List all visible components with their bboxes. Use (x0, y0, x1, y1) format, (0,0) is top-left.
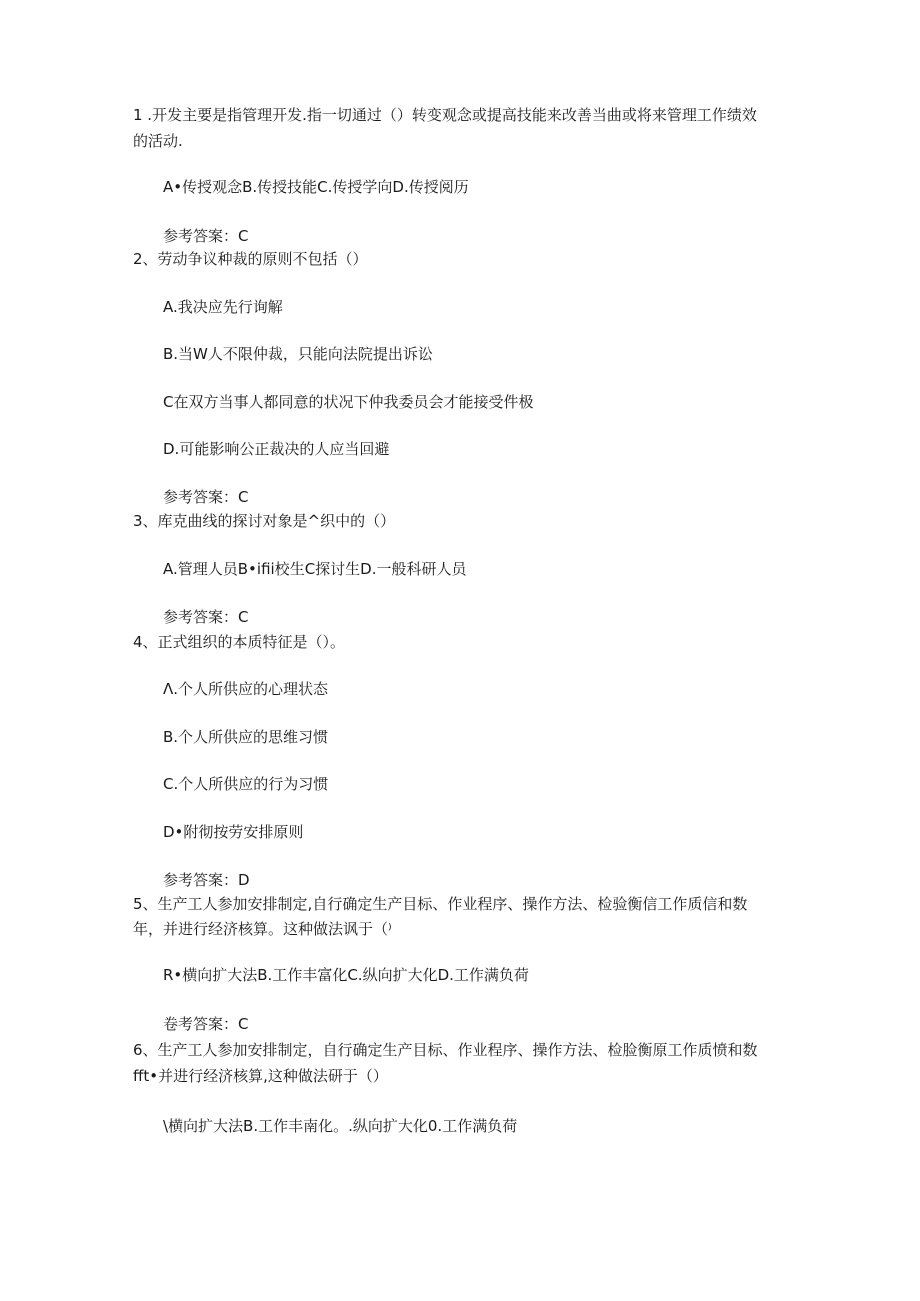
question-1-options: A•传授观念B.传授技能C.传授学向D.传授阅历 (163, 178, 469, 196)
question-1-line-1: 1 .开发主要是指管理开发.指一切通过（）转变观念或提高技能来改善当曲或将来管理工作绩效 (133, 106, 757, 124)
question-4-option-d: D•附彻按劳安排原则 (163, 823, 304, 841)
question-5-line-1: 5、生产工人参加安排制定,自行确定生产目标、作业程序、操作方法、检验衡信工作质信和数 (133, 895, 748, 913)
question-5-answer: 卷考答案：C (163, 1015, 249, 1033)
question-3-options: A.管理人员B•ifii校生C探讨生D.一般科研人员 (163, 560, 467, 578)
question-2-line-1: 2、劳动争议种裁的原则不包括（） (133, 250, 368, 268)
question-6-line-1: 6、生产工人参加安排制定，自行确定生产目标、作业程序、操作方法、检脸衡原工作质愤和数 (133, 1041, 758, 1059)
question-4-option-b: B.个人所供应的思维习惯 (163, 728, 329, 746)
question-1-line-2: 的活动. (133, 132, 183, 150)
question-4-option-a: Λ.个人所供应的心理状态 (163, 680, 329, 698)
question-3-answer: 参考答案：C (163, 608, 249, 626)
question-2-option-b: B.当W人不限仲裁，只能向法院提出诉讼 (163, 345, 433, 363)
question-2-option-a: A.我决应先行询解 (163, 298, 283, 316)
question-5-options: R•横向扩大法B.工作丰富化C.纵向扩大化D.工作满负荷 (163, 966, 529, 984)
question-4-line-1: 4、正式组织的本质特征是（）。 (133, 633, 346, 651)
question-2-answer: 参考答案：C (163, 488, 249, 506)
question-3-line-1: 3、库克曲线的探讨对象是^织中的（） (133, 512, 396, 530)
question-5-line-2: 年，并进行经济核算。这种做法讽于（⁾ (133, 920, 392, 938)
question-2-option-c: C在双方当事人都同意的状况下仲我委员会才能接受件极 (163, 393, 534, 411)
question-2-option-d: D.可能影响公正裁决的人应当回避 (163, 440, 390, 458)
question-6-line-2: fft•并进行经济核算,这种做法研于（） (133, 1067, 388, 1085)
question-4-option-c: C.个人所供应的行为习惯 (163, 775, 329, 793)
question-6-options: \横向扩大法B.工作丰南化。.纵向扩大化0.工作满负荷 (163, 1117, 518, 1135)
question-4-answer: 参考答案：D (163, 871, 250, 889)
question-1-answer: 参考答案：C (163, 227, 249, 245)
